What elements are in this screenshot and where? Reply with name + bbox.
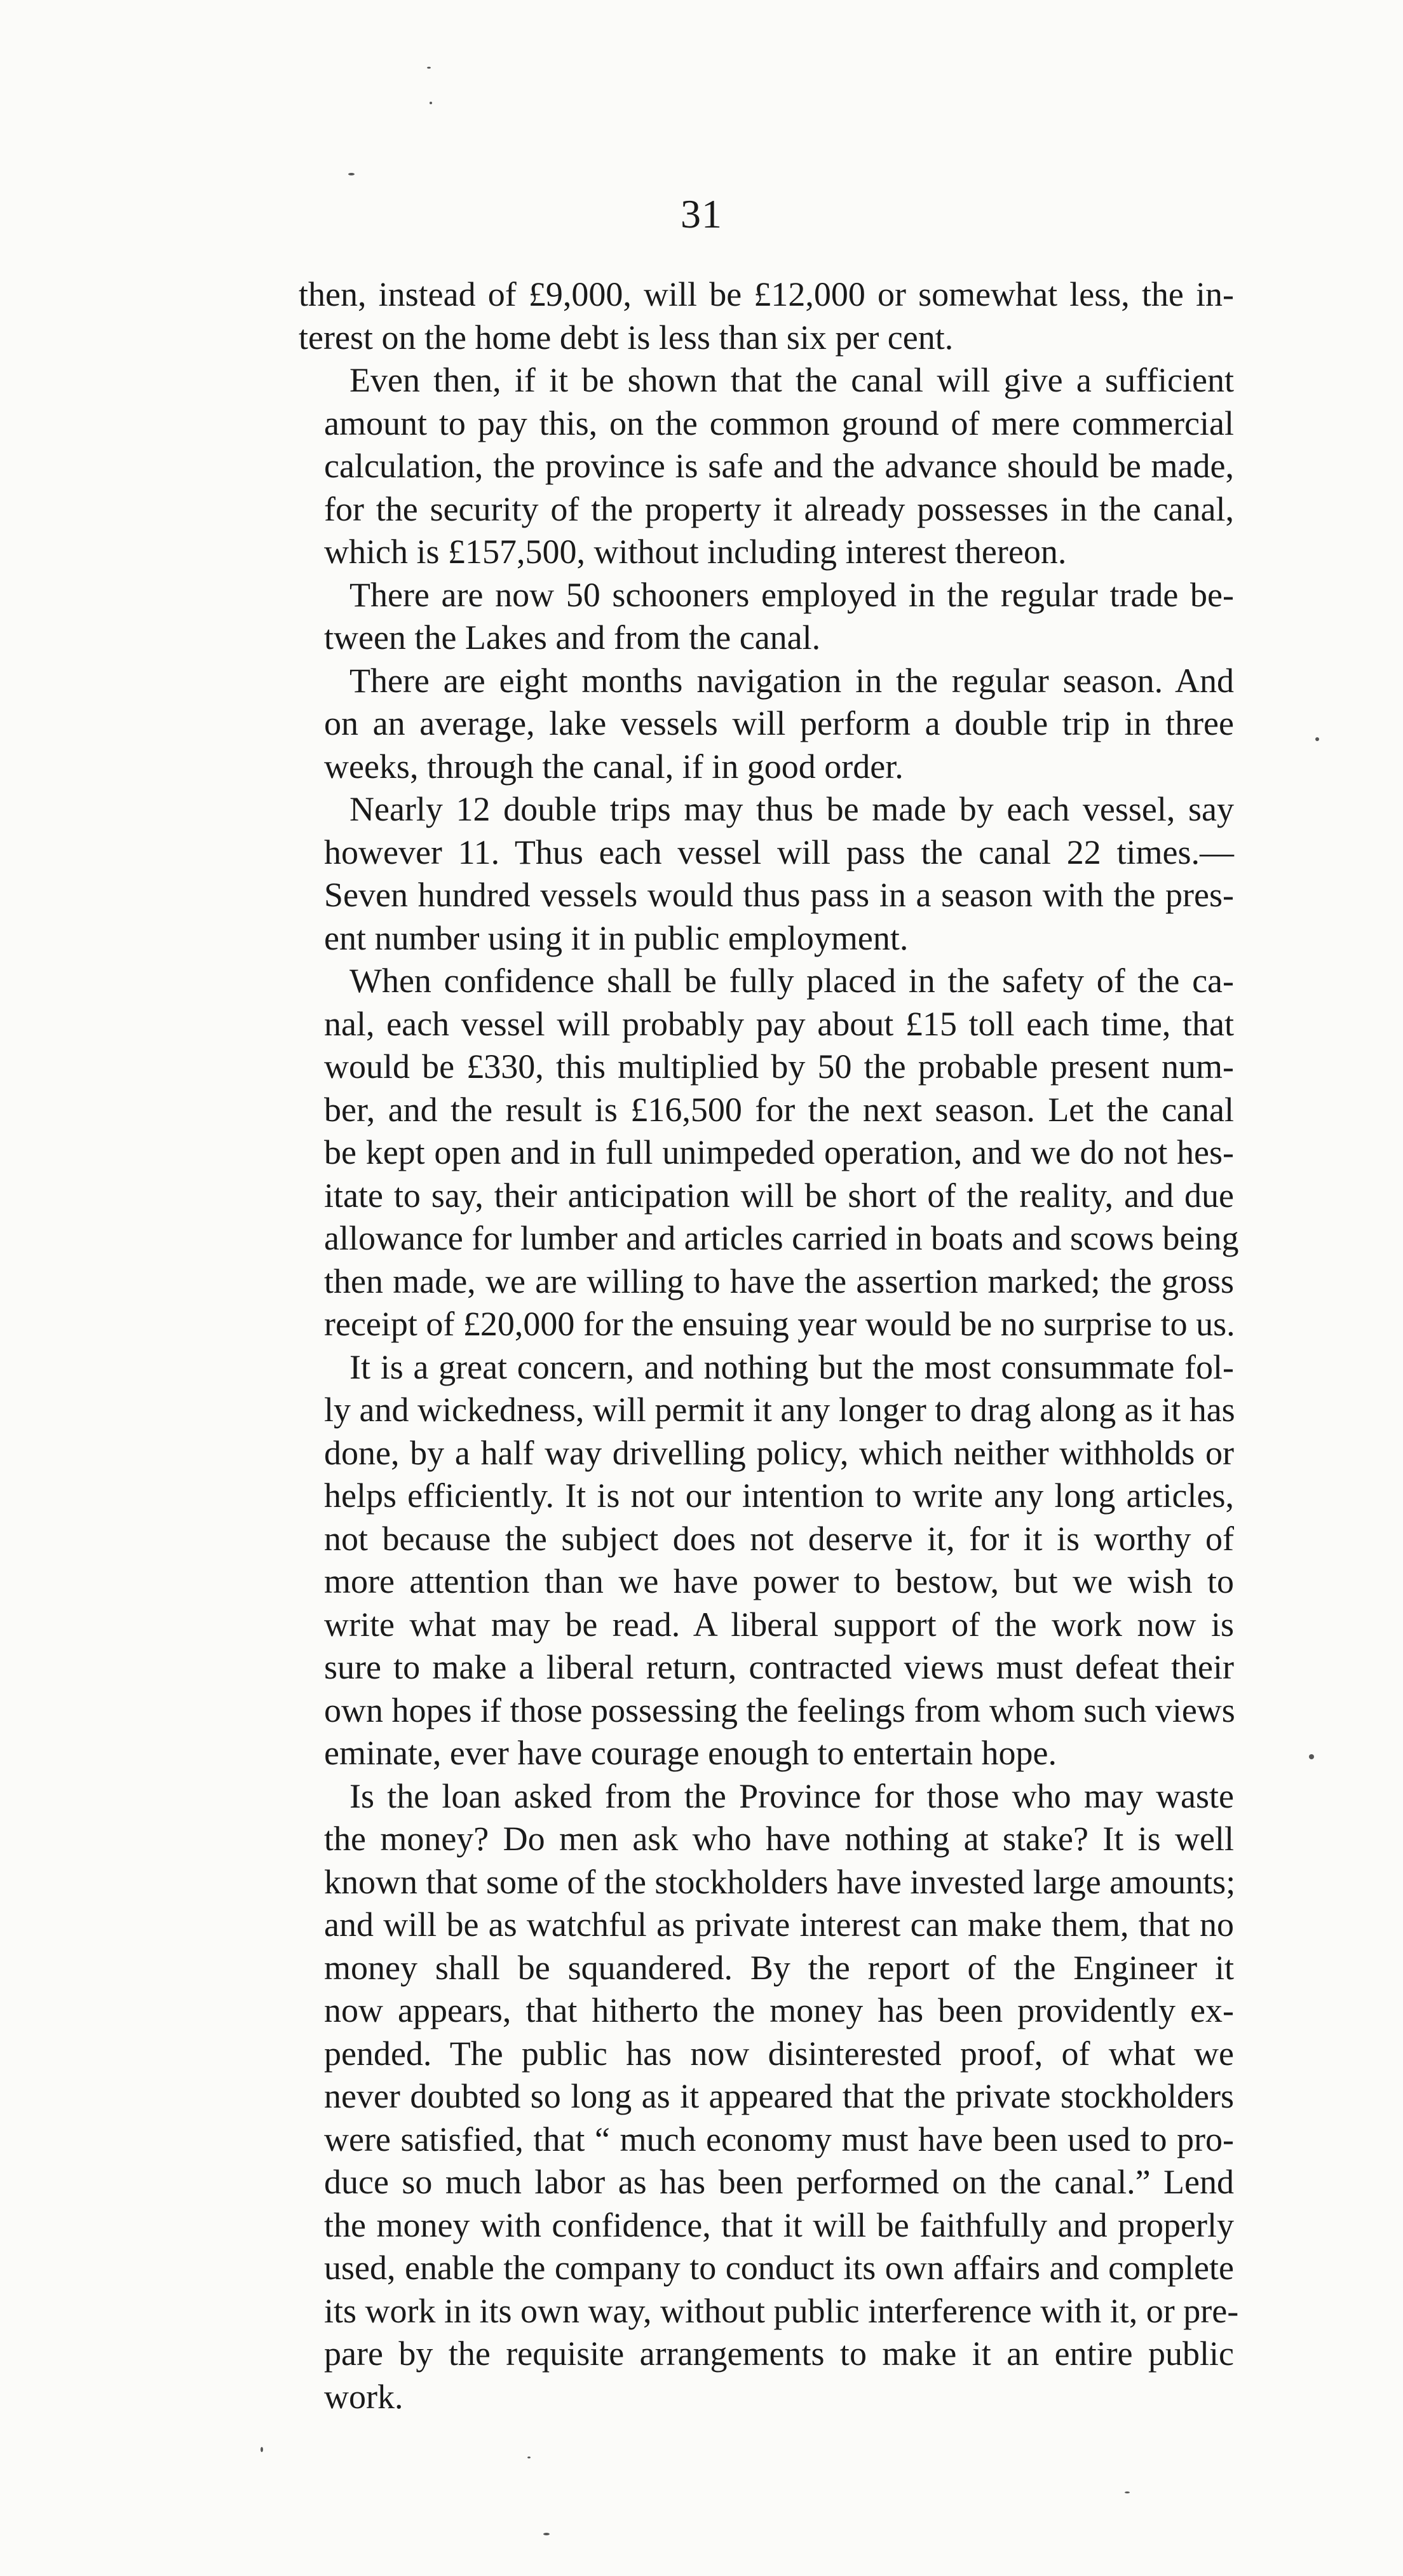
text-line: money shall be squandered. By the report of the Engineer it [324, 1948, 1234, 1987]
text-line: own hopes if those possessing the feelings from whom such views [324, 1691, 1235, 1729]
text-line: weeks, through the canal, if in good order. [324, 747, 904, 786]
text-line: now appears, that hitherto the money has been providently ex- [324, 1991, 1234, 2029]
text-line: duce so much labor as has been performed on the canal.” Lend [324, 2163, 1234, 2201]
text-line: ent number using it in public employment. [324, 918, 909, 957]
text-line: When confidence shall be fully placed in the safety of the ca- [349, 962, 1234, 1000]
text-line: amount to pay this, on the common ground of mere commercial [324, 404, 1234, 442]
text-line: known that some of the stockholders have invested large amounts; [324, 1862, 1236, 1901]
text-line: Seven hundred vessels would thus pass in a season with the pres- [324, 876, 1234, 914]
paragraph [299, 359, 1234, 574]
text-line: its work in its own way, without public interference with it, or pre- [324, 2291, 1239, 2330]
text-line: Even then, if it be shown that the canal will give a sufficient [349, 361, 1234, 399]
text-line: eminate, ever have courage enough to entertain hope. [324, 1734, 1057, 1772]
ink-speck [427, 67, 431, 69]
text-line: which is £157,500, without including interest thereon. [324, 533, 1067, 571]
paragraph [299, 660, 1234, 789]
text-line: however 11. Thus each vessel will pass the canal 22 times.— [324, 833, 1234, 871]
ink-speck [1125, 2491, 1130, 2493]
text-line: Nearly 12 double trips may thus be made by each vessel, say [349, 790, 1234, 828]
text-line: on an average, lake vessels will perform a double trip in three [324, 704, 1234, 742]
text-line: calculation, the province is safe and the advance should be made, [324, 447, 1234, 485]
text-line: never doubted so long as it appeared that the private stockholders [324, 2077, 1234, 2115]
body-text [299, 273, 1239, 2418]
text-line: the money with confidence, that it will be faithfully and properly [324, 2205, 1234, 2244]
text-line: Is the loan asked from the Province for those who may waste [349, 1776, 1234, 1815]
text-line: receipt of £20,000 for the ensuing year would be no surprise to us. [324, 1305, 1235, 1343]
text-line: not because the subject does not deserve it, for it is worthy of [324, 1519, 1234, 1558]
ink-speck [261, 2447, 263, 2452]
text-line: work. [324, 2377, 403, 2416]
text-line: more attention than we have power to bestow, but we wish to [324, 1562, 1234, 1600]
text-line: helps efficiently. It is not our intention to write any long articles, [324, 1476, 1234, 1515]
text-line: itate to say, their anticipation will be short of the reality, and due [324, 1176, 1234, 1215]
text-line: allowance for lumber and articles carried in boats and scows being [324, 1219, 1239, 1257]
text-line: be kept open and in full unimpeded operation, and we do not hes- [324, 1133, 1234, 1171]
ink-speck [1309, 1754, 1314, 1759]
ink-speck [543, 2533, 550, 2535]
paragraph [299, 1775, 1239, 2419]
text-line: ber, and the result is £16,500 for the next season. Let the canal [324, 1090, 1234, 1129]
text-line: then, instead of £9,000, will be £12,000 or somewhat less, the in- [299, 275, 1234, 313]
text-line: pended. The public has now disinterested proof, of what we [324, 2034, 1234, 2073]
paragraph [299, 960, 1239, 1346]
text-line: ly and wickedness, will permit it any longer to drag along as it has [324, 1391, 1235, 1429]
paragraph [299, 788, 1234, 960]
paragraph [299, 574, 1234, 660]
text-line: and will be as watchful as private interest can make them, that no [324, 1905, 1234, 1944]
page-number: 31 [681, 191, 722, 236]
text-line: were satisfied, that “ much economy must have been used to pro- [324, 2120, 1234, 2158]
text-line: pare by the requisite arrangements to make it an entire public [324, 2334, 1234, 2373]
text-line: used, enable the company to conduct its own affairs and complete [324, 2249, 1234, 2287]
text-line: There are eight months navigation in the regular season. And [349, 661, 1234, 700]
text-line: terest on the home debt is less than six per cent. [299, 318, 954, 357]
ink-speck [527, 2457, 531, 2458]
text-line: tween the Lakes and from the canal. [324, 618, 821, 657]
text-line: for the security of the property it already possesses in the canal, [324, 489, 1234, 528]
ink-speck [1315, 737, 1319, 741]
paragraph [299, 1346, 1234, 1775]
text-line: There are now 50 schooners employed in the regular trade be- [349, 575, 1234, 614]
text-line: nal, each vessel will probably pay about £15 toll each time, that [324, 1004, 1234, 1043]
text-line: write what may be read. A liberal support of the work now is [324, 1605, 1234, 1644]
text-line: It is a great concern, and nothing but the most consummate fol- [349, 1347, 1234, 1386]
ink-speck [348, 173, 355, 175]
text-line: the money? Do men ask who have nothing at stake? It is well [324, 1820, 1234, 1858]
ink-speck [430, 102, 432, 104]
text-line: would be £330, this multiplied by 50 the probable present num- [324, 1047, 1234, 1086]
text-line: then made, we are willing to have the assertion marked; the gross [324, 1262, 1234, 1300]
text-line: sure to make a liberal return, contracted views must defeat their [324, 1648, 1234, 1686]
paragraph [299, 273, 1234, 359]
text-line: done, by a half way drivelling policy, which neither withholds or [324, 1433, 1234, 1472]
